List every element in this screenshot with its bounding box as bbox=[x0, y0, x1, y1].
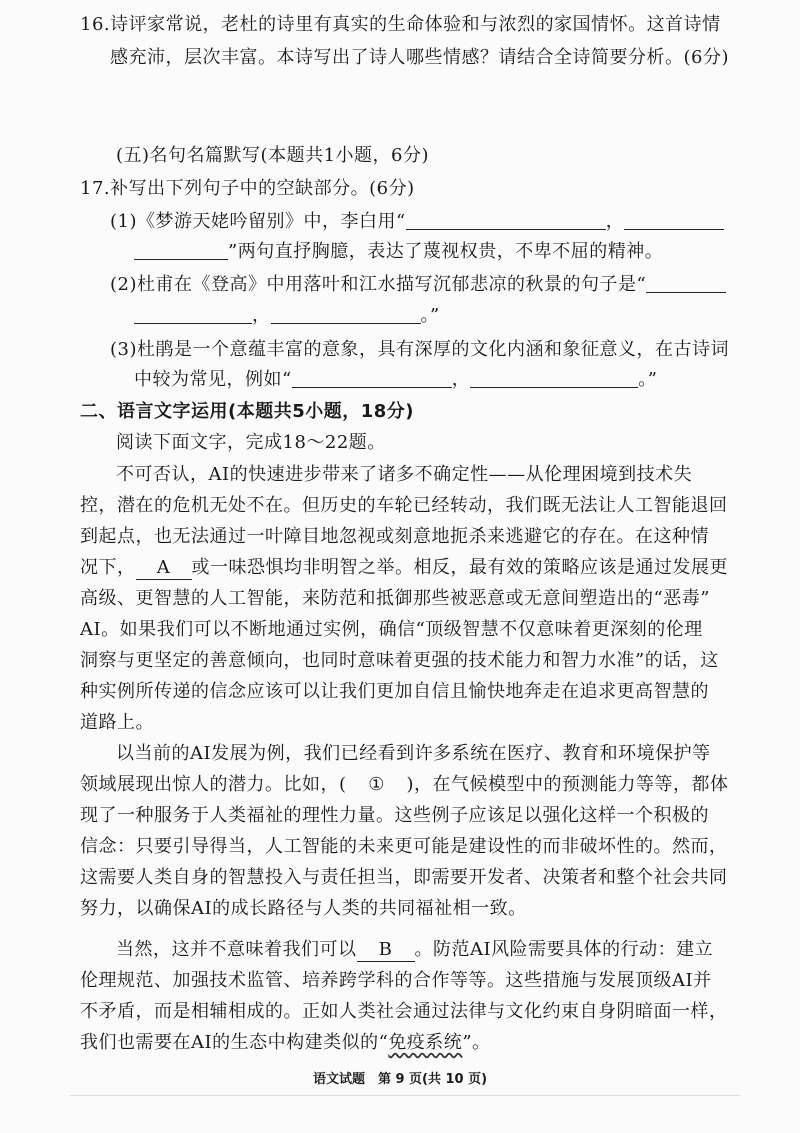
para2-line5: 这需要人类自身的智慧投入与责任担当，即需要开发者、决策者和整个社会共同 bbox=[80, 867, 728, 888]
q17-p3-blank1[interactable] bbox=[292, 367, 452, 388]
q17-part3-line1: (3)杜鹃是一个意蕴丰富的意象，具有深厚的文化内涵和象征意义，在古诗词 bbox=[110, 339, 729, 360]
q17-p2-end: 。” bbox=[420, 305, 440, 326]
q17-part2-line2 bbox=[134, 303, 440, 329]
q17-p1-blank3[interactable] bbox=[134, 239, 228, 260]
q17-part2-line1 bbox=[110, 272, 726, 298]
q17-p2-comma: ， bbox=[252, 305, 271, 326]
blank-label-1[interactable]: ① bbox=[368, 774, 385, 795]
page-footer: 语文试题 第 9 页(共 10 页) bbox=[312, 1072, 488, 1087]
para1-line9: 道路上。 bbox=[80, 712, 154, 733]
para2-line4: 信念：只要引导得当，人工智能的未来更可能是建设性的而非破坏性的。然而， bbox=[80, 836, 728, 857]
para1-l4-pre: 况下， bbox=[80, 557, 136, 578]
reading-intro: 阅读下面文字，完成18～22题。 bbox=[116, 432, 386, 453]
immune-system-term: 免疫系统 bbox=[388, 1032, 463, 1053]
para3-l4-pre: 我们也需要在AI的生态中构建类似的“ bbox=[80, 1032, 389, 1053]
q17-p3-text-b: 中较为常见，例如“ bbox=[134, 369, 292, 390]
para3-line4 bbox=[80, 1030, 491, 1056]
q17-p1-text-c: ”两句直抒胸臆，表达了蔑视权贵，不卑不屈的精神。 bbox=[228, 241, 664, 262]
q17-p1-text-a: (1)《梦游天姥吟留别》中，李白用“ bbox=[110, 211, 406, 232]
para2-l2-pre: 领域展现出惊人的潜力。比如，( bbox=[80, 774, 347, 795]
q17-part1-line1 bbox=[110, 209, 724, 235]
para3-line2: 伦理规范、加强技术监管、培养跨学科的合作等等。这些措施与发展顶级AI并 bbox=[80, 970, 712, 991]
para1-line7: 洞察与更坚定的善意倾向，也同时意味着更强的技术能力和智力水准”的话，这 bbox=[80, 650, 719, 671]
q17-part3-line2 bbox=[134, 367, 657, 393]
q17-title: 17.补写出下列句子中的空缺部分。(6分) bbox=[80, 178, 415, 199]
q17-p2-blank2[interactable] bbox=[134, 303, 252, 324]
para3-line1 bbox=[116, 937, 713, 963]
q16-line1: 16.诗评家常说，老杜的诗里有真实的生命体验和与浓烈的家国情怀。这首诗情 bbox=[80, 14, 721, 35]
para1-line1: 不可否认，AI的快速进步带来了诸多不确定性——从伦理困境到技术失 bbox=[116, 464, 693, 485]
para2-line3: 现了一种服务于人类福祉的理性力量。这些例子应该足以强化这样一个积极的 bbox=[80, 805, 709, 826]
para3-line3: 不矛盾，而是相辅相成的。正如人类社会通过法律与文化约束自身阴暗面一样， bbox=[80, 1001, 728, 1022]
para3-l1-pre: 当然，这并不意味着我们可以 bbox=[116, 939, 357, 960]
para1-line8: 种实例所传递的信念应该可以让我们更加自信且愉快地奔走在追求更高智慧的 bbox=[80, 681, 709, 702]
para1-line6: AI。如果我们可以不断地通过实例，确信“顶级智慧不仅意味着更深刻的伦理 bbox=[80, 619, 703, 640]
q16-line2: 感充沛，层次丰富。本诗写出了诗人哪些情感？请结合全诗简要分析。(6分) bbox=[110, 47, 729, 68]
section2-heading: 二、语言文字运用(本题共5小题，18分) bbox=[80, 401, 415, 422]
para1-line3: 到起点，也无法通过一叶障目地忽视或刻意地扼杀来逃避它的存在。在这种情 bbox=[80, 526, 709, 547]
para2-line2 bbox=[80, 772, 729, 798]
para1-l4-post: 或一味恐惧均非明智之举。相反，最有效的策略应该是通过发展更 bbox=[191, 557, 728, 578]
q17-p2-blank3[interactable] bbox=[271, 303, 421, 324]
q17-part1-line2 bbox=[134, 239, 663, 265]
blank-label-b[interactable]: B bbox=[357, 939, 415, 962]
footer-divider bbox=[70, 1095, 740, 1096]
q17-p2-text-a: (2)杜甫在《登高》中用落叶和江水描写沉郁悲凉的秋景的句子是“ bbox=[110, 274, 647, 295]
para1-line5: 高级、更智慧的人工智能，来防范和抵御那些被恶意或无意间塑造出的“恶毒” bbox=[80, 588, 710, 609]
para2-line1: 以当前的AI发展为例，我们已经看到许多系统在医疗、教育和环境保护等 bbox=[116, 743, 711, 764]
para2-line6: 努力，以确保AI的成长路径与人类的共同福祉相一致。 bbox=[80, 898, 527, 919]
q17-p3-comma: ， bbox=[451, 369, 471, 390]
q17-p1-blank2[interactable] bbox=[624, 209, 724, 230]
q17-p1-blank1[interactable] bbox=[406, 209, 606, 230]
blank-label-a[interactable]: A bbox=[136, 557, 192, 580]
section5-heading: (五)名句名篇默写(本题共1小题，6分) bbox=[116, 145, 429, 166]
para1-line4 bbox=[80, 555, 728, 581]
q17-p3-end: 。” bbox=[638, 369, 658, 390]
q17-p3-blank2[interactable] bbox=[470, 367, 638, 388]
para1-line2: 控，潜在的危机无处不在。但历史的车轮已经转动，我们既无法让人工智能退回 bbox=[80, 495, 728, 516]
para3-l1-post: 。防范AI风险需要具体的行动：建立 bbox=[414, 939, 714, 960]
q17-p1-comma: ， bbox=[605, 211, 625, 232]
para2-l2-post: )，在气候模型中的预测能力等等，都体 bbox=[406, 774, 729, 795]
q17-p2-blank1[interactable] bbox=[646, 272, 726, 293]
para3-l4-post: ”。 bbox=[462, 1032, 491, 1053]
